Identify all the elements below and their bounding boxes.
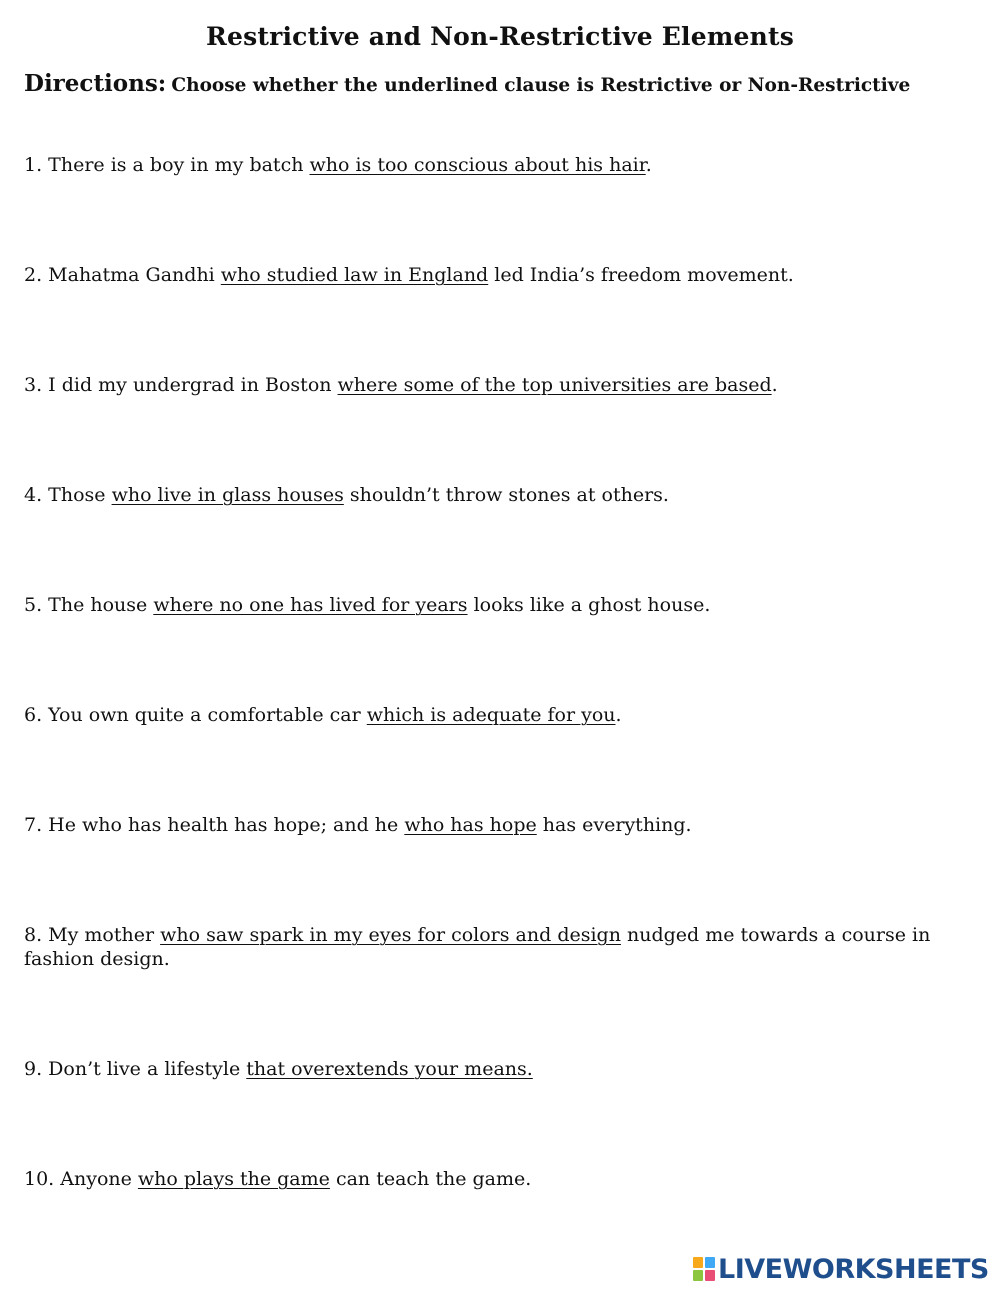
question-5 (24, 593, 974, 617)
question-1 (24, 153, 974, 177)
question-text-before: 10. Anyone (24, 1168, 138, 1190)
question-text-before: 3. I did my undergrad in Boston (24, 374, 338, 396)
question-4 (24, 483, 974, 507)
question-text-before: 8. My mother (24, 924, 161, 946)
underlined-clause: where no one has lived for years (153, 594, 468, 616)
question-text-before: 9. Don’t live a lifestyle (24, 1058, 247, 1080)
question-text-after: can teach the game. (329, 1168, 532, 1190)
question-text-before: 1. There is a boy in my batch (24, 154, 310, 176)
question-text-after: nudged me towards a course in fashion design. (24, 924, 931, 970)
question-2 (24, 263, 974, 287)
underlined-clause: who has hope (404, 814, 537, 836)
brand-text: LIVEWORKSHEETS (718, 1253, 989, 1285)
logo-tile (705, 1270, 715, 1281)
logo-tile (693, 1257, 703, 1268)
underlined-clause: who studied law in England (220, 264, 489, 286)
logo-tile (693, 1270, 703, 1281)
underlined-clause: who live in glass houses (111, 484, 344, 506)
logo-tile (705, 1257, 715, 1268)
question-3 (24, 373, 974, 397)
question-text-after: led India’s freedom movement. (488, 264, 794, 286)
underlined-clause: who is too conscious about his hair (309, 154, 646, 176)
question-text-after: has everything. (536, 814, 692, 836)
liveworksheets-logo-icon (693, 1257, 715, 1281)
question-9 (24, 1057, 974, 1081)
question-text-before: 6. You own quite a comfortable car (24, 704, 367, 726)
underlined-clause: who saw spark in my eyes for colors and design (160, 924, 621, 946)
question-text-after: . (771, 374, 778, 396)
worksheet-title: Restrictive and Non-Restrictive Elements (205, 22, 794, 51)
directions-text: Choose whether the underlined clause is Restrictive or Non-Restrictive (171, 75, 911, 96)
question-7 (24, 813, 974, 837)
question-text-after: . (645, 154, 652, 176)
question-text-after: . (615, 704, 622, 726)
question-10 (24, 1167, 974, 1191)
question-text-before: 2. Mahatma Gandhi (24, 264, 221, 286)
question-text-before: 7. He who has health has hope; and he (24, 814, 405, 836)
underlined-clause: who plays the game (137, 1168, 330, 1190)
underlined-clause: that overextends your means. (246, 1058, 533, 1080)
question-text-before: 5. The house (24, 594, 154, 616)
liveworksheets-brand (693, 1253, 989, 1285)
underlined-clause: where some of the top universities are based (337, 374, 772, 396)
directions-label: Directions: (24, 70, 167, 97)
question-8 (24, 923, 974, 971)
question-text-after: looks like a ghost house. (467, 594, 711, 616)
question-6 (24, 703, 974, 727)
question-text-before: 4. Those (24, 484, 112, 506)
underlined-clause: which is adequate for you (366, 704, 616, 726)
directions (24, 70, 984, 97)
question-text-after: shouldn’t throw stones at others. (343, 484, 669, 506)
